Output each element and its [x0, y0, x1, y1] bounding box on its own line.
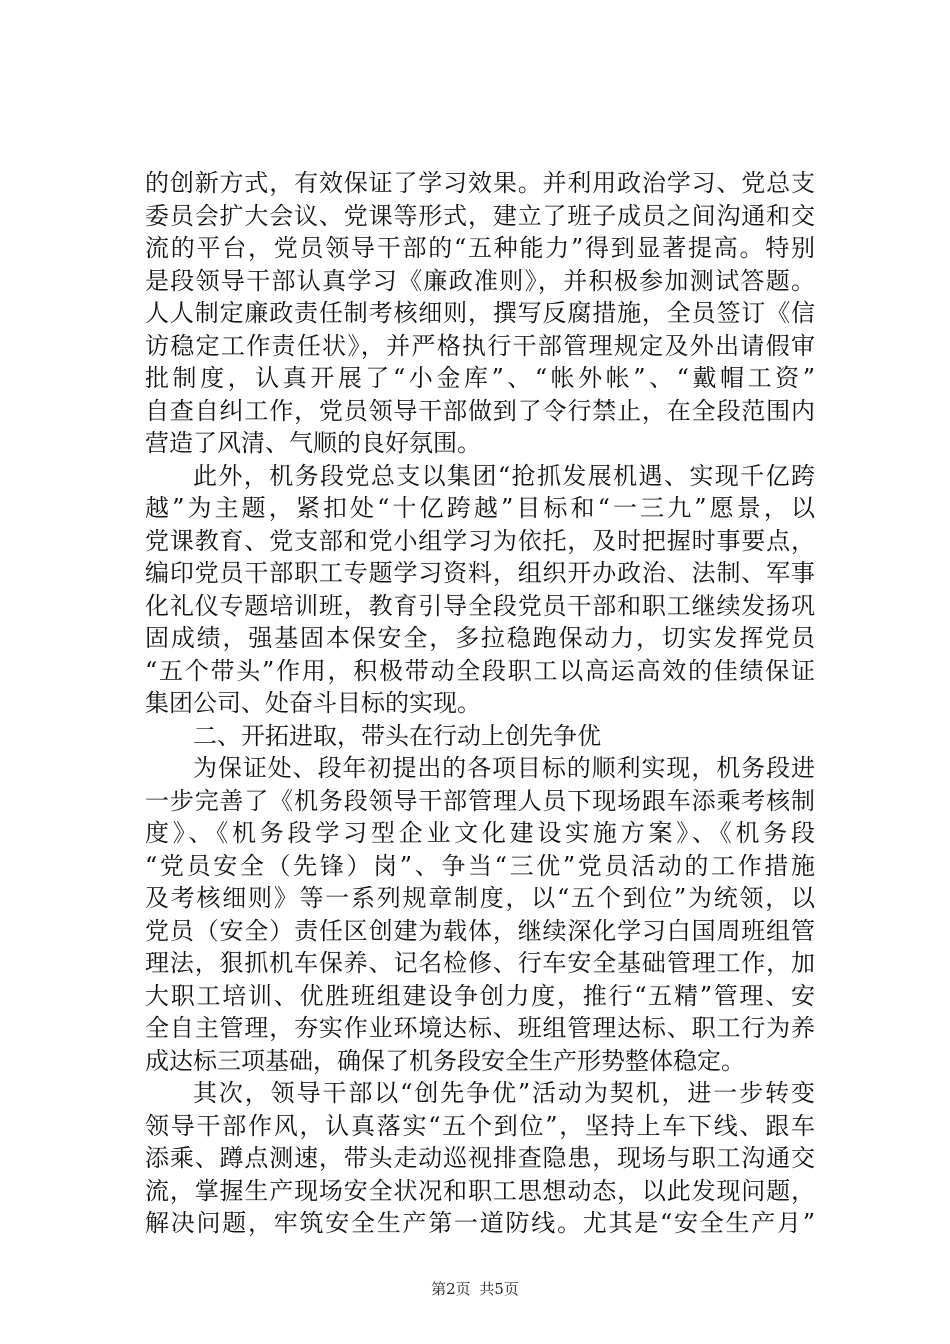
text-line: 领导干部作风，认真落实“五个到位”，坚持上车下线、跟车	[145, 1111, 815, 1140]
section-heading: 二、开拓进取，带头在行动上创先争优	[193, 721, 601, 750]
text-line: 集团公司、处奋斗目标的实现。	[145, 689, 481, 717]
text-line: 自查自纠工作，党员领导干部做到了令行禁止，在全段范围内	[145, 396, 815, 425]
text-line: 越”为主题，紧扣处“十亿跨越”目标和“一三九”愿景，以	[145, 494, 815, 522]
text-line: 及考核细则》等一系列规章制度，以“五个到位”为统领，以	[145, 884, 815, 912]
page-total: 共5页	[479, 1280, 519, 1298]
text-line: 大职工培训、优胜班组建设争创力度，推行“五精”管理、安	[145, 981, 815, 1010]
page-footer	[0, 1278, 950, 1299]
text-line: 解决问题，牢筑安全生产第一道防线。尤其是“安全生产月”	[145, 1209, 815, 1237]
text-line: 人人制定廉政责任制考核细则，撰写反腐措施，全员签订《信	[145, 299, 815, 327]
text-line: 理法，狠抓机车保养、记名检修、行车安全基础管理工作，加	[145, 949, 815, 977]
paragraph-start-line: 其次，领导干部以“创先争优”活动为契机，进一步转变	[193, 1079, 815, 1107]
text-line: 全自主管理，夯实作业环境达标、班组管理达标、职工行为养	[145, 1014, 815, 1042]
text-line: 党员（安全）责任区创建为载体，继续深化学习白国周班组管	[145, 916, 815, 945]
paragraph-start-line: 此外，机务段党总支以集团“抢抓发展机遇、实现千亿跨	[193, 461, 815, 490]
document-body	[145, 167, 815, 1240]
text-line: 访稳定工作责任状》，并严格执行干部管理规定及外出请假审	[145, 331, 815, 360]
text-line: 是段领导干部认真学习《廉政准则》，并积极参加测试答题。	[145, 266, 815, 295]
text-line: 一步完善了《机务段领导干部管理人员下现场跟车添乘考核制	[145, 786, 815, 815]
text-line: 化礼仪专题培训班，教育引导全段党员干部和职工继续发扬巩	[145, 591, 815, 620]
text-line: 度》、《机务段学习型企业文化建设实施方案》、《机务段	[145, 819, 815, 847]
text-line: 流的平台，党员领导干部的“五种能力”得到显著提高。特别	[145, 234, 815, 262]
text-line: “党员安全（先锋）岗”、争当“三优”党员活动的工作措施	[145, 851, 815, 880]
text-line: 成达标三项基础，确保了机务段安全生产形势整体稳定。	[145, 1046, 745, 1075]
paragraph-start-line: 为保证处、段年初提出的各项目标的顺利实现，机务段进	[193, 754, 815, 782]
text-line: 委员会扩大会议、党课等形式，建立了班子成员之间沟通和交	[145, 201, 815, 230]
text-line: “五个带头”作用，积极带动全段职工以高运高效的佳绩保证	[145, 656, 815, 685]
page-number: 第2页	[431, 1280, 471, 1298]
text-line: 营造了风清、气顺的良好氛围。	[145, 429, 481, 457]
text-line: 党课教育、党支部和党小组学习为依托，及时把握时事要点，	[145, 526, 815, 555]
text-line: 固成绩，强基固本保安全，多拉稳跑保动力，切实发挥党员	[145, 624, 815, 652]
text-line: 批制度，认真开展了“小金库”、“帐外帐”、“戴帽工资”	[145, 364, 815, 392]
text-line: 添乘、蹲点测速，带头走动巡视排查隐患，现场与职工沟通交	[145, 1144, 815, 1172]
text-line: 的创新方式，有效保证了学习效果。并利用政治学习、党总支	[145, 169, 815, 197]
text-line: 流，掌握生产现场安全状况和职工思想动态，以此发现问题，	[145, 1176, 815, 1205]
text-line: 编印党员干部职工专题学习资料，组织开办政治、法制、军事	[145, 559, 815, 587]
